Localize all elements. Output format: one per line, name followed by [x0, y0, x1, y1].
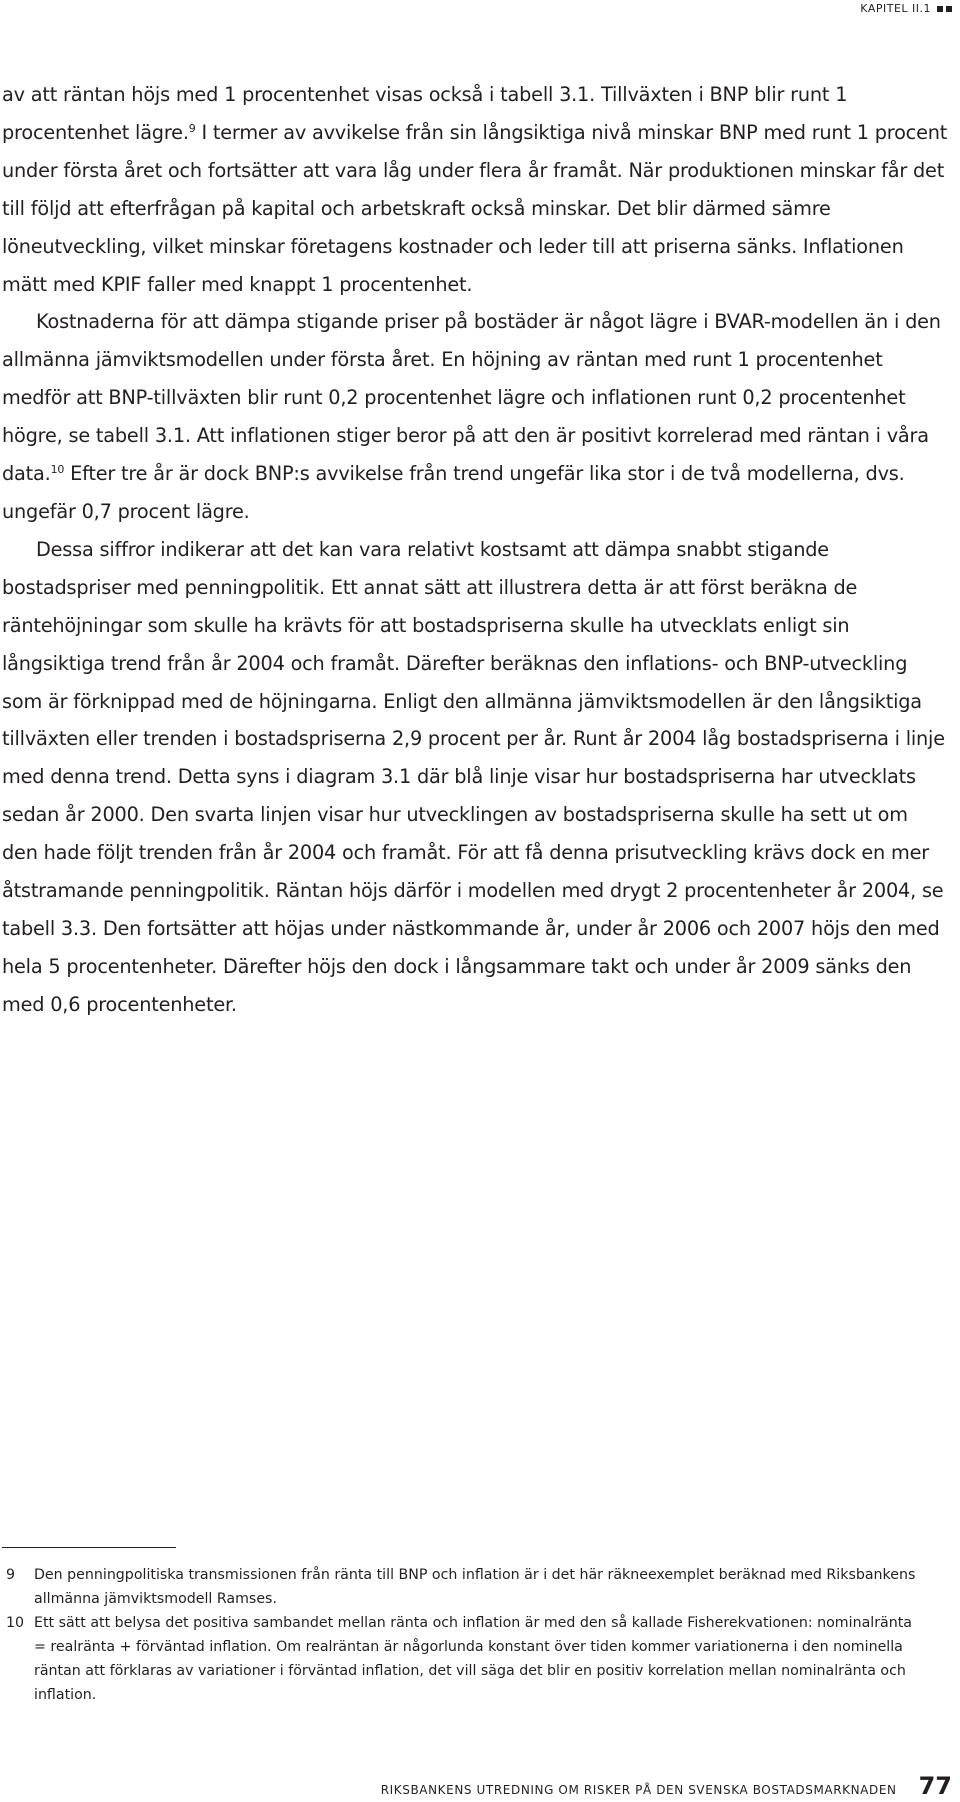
- paragraph-1-part-1: av att räntan höjs med 1 procentenhet visas också i tabell 3.1. Tillväxten i BNP blir runt 1 procentenhet lägre.: [2, 83, 848, 144]
- page-number: 77: [918, 1772, 952, 1800]
- paragraph-3: [2, 531, 948, 1024]
- footnote-ref-10[interactable]: 10: [50, 463, 65, 477]
- body-text: [2, 76, 948, 1024]
- footnote-10: [6, 1612, 926, 1707]
- running-header: [860, 2, 952, 15]
- footnote-number: 9: [6, 1567, 16, 1583]
- paragraph-3-text: Dessa siffror indikerar att det kan vara relativt kostsamt att dämpa snabbt stigande bostadspriser med penningpolitik. Ett annat sätt att illustrera detta är att först beräkna de räntehöjningar som skulle ha krävts för att bostadspriserna skulle ha utvecklats enligt sin långsiktiga trend från år 2004 och framåt. Därefter beräknas den inflations- och BNP-utveckling som är förknippad med de höjningarna. Enligt den allmänna jämviktsmodellen är den långsiktiga tillväxten eller trenden i bostadspriserna 2,9 procent per år. Runt år 2004 låg bostadspriserna i linje med denna trend. Detta syns i diagram 3.1 där blå linje visar hur bostadspriserna har utvecklats sedan år 2000. Den svarta linjen visar hur utvecklingen av bostadspriserna skulle ha sett ut om den hade följt trenden från år 2004 och framåt. För att få denna prisutveckling krävs dock en mer åtstramande penningpolitik. Räntan höjs därför i modellen med drygt 2 procentenheter år 2004, se tabell 3.3. Den fortsätter att höjas under nästkommande år, under år 2006 och 2007 höjs den med hela 5 procentenheter. Därefter höjs den dock i långsammare takt och under år 2009 sänks den med 0,6 procentenheter.: [2, 537, 945, 1016]
- footnote-text: Den penningpolitiska transmissionen från ränta till BNP och inflation är i det här räkneexemplet beräknad med Riksbankens allmänna jämviktsmodell Ramses.: [34, 1567, 916, 1607]
- paragraph-2: [2, 303, 948, 530]
- publication-title: RIKSBANKENS UTREDNING OM RISKER PÅ DEN SVENSKA BOSTADSMARKNADEN: [380, 1783, 897, 1797]
- paragraph-2-part-1: Kostnaderna för att dämpa stigande priser på bostäder är något lägre i BVAR-modellen än i den allmänna jämviktsmodellen under första året. En höjning av räntan med runt 1 procentenhet medför att BNP-tillväxten blir runt 0,2 procentenhet lägre och inflationen runt 0,2 procentenhet högre, se tabell 3.1. Att inflationen stiger beror på att den är positivt korrelerad med räntan i våra data.: [2, 310, 941, 486]
- running-footer: [381, 1772, 952, 1800]
- paragraph-2-part-2: Efter tre år är dock BNP:s avvikelse från trend ungefär lika stor i de två modellerna, dvs. ungefär 0,7 procent lägre.: [2, 462, 905, 523]
- footnote-9: [6, 1564, 926, 1611]
- paragraph-1: [2, 76, 948, 303]
- footnote-text: Ett sätt att belysa det positiva sambandet mellan ränta och inflation är med den så kallade Fisherekvationen: nominalränta = realränta + förväntad inflation. Om realräntan är någorlunda konstant över tiden kommer variationerna i den nominella räntan att förklaras av variationer i förväntad inflation, det vill säga det blir en positiv korrelation mellan nominalränta och inflation.: [34, 1615, 912, 1703]
- chapter-label: KAPITEL II.1: [860, 2, 931, 15]
- footnote-divider: [2, 1547, 176, 1548]
- footnote-ref-9[interactable]: 9: [188, 121, 196, 135]
- paragraph-1-part-2: I termer av avvikelse från sin långsiktiga nivå minskar BNP med runt 1 procent under första året och fortsätter att vara låg under flera år framåt. När produktionen minskar får det till följd att efterfrågan på kapital och arbetskraft också minskar. Det blir därmed sämre löneutveckling, vilket minskar företagens kostnader och leder till att priserna sänks. Inflationen mätt med KPIF faller med knappt 1 procentenhet.: [2, 120, 948, 296]
- header-squares-icon: [937, 6, 952, 12]
- footnotes: [6, 1564, 926, 1708]
- footnote-number: 10: [6, 1615, 25, 1632]
